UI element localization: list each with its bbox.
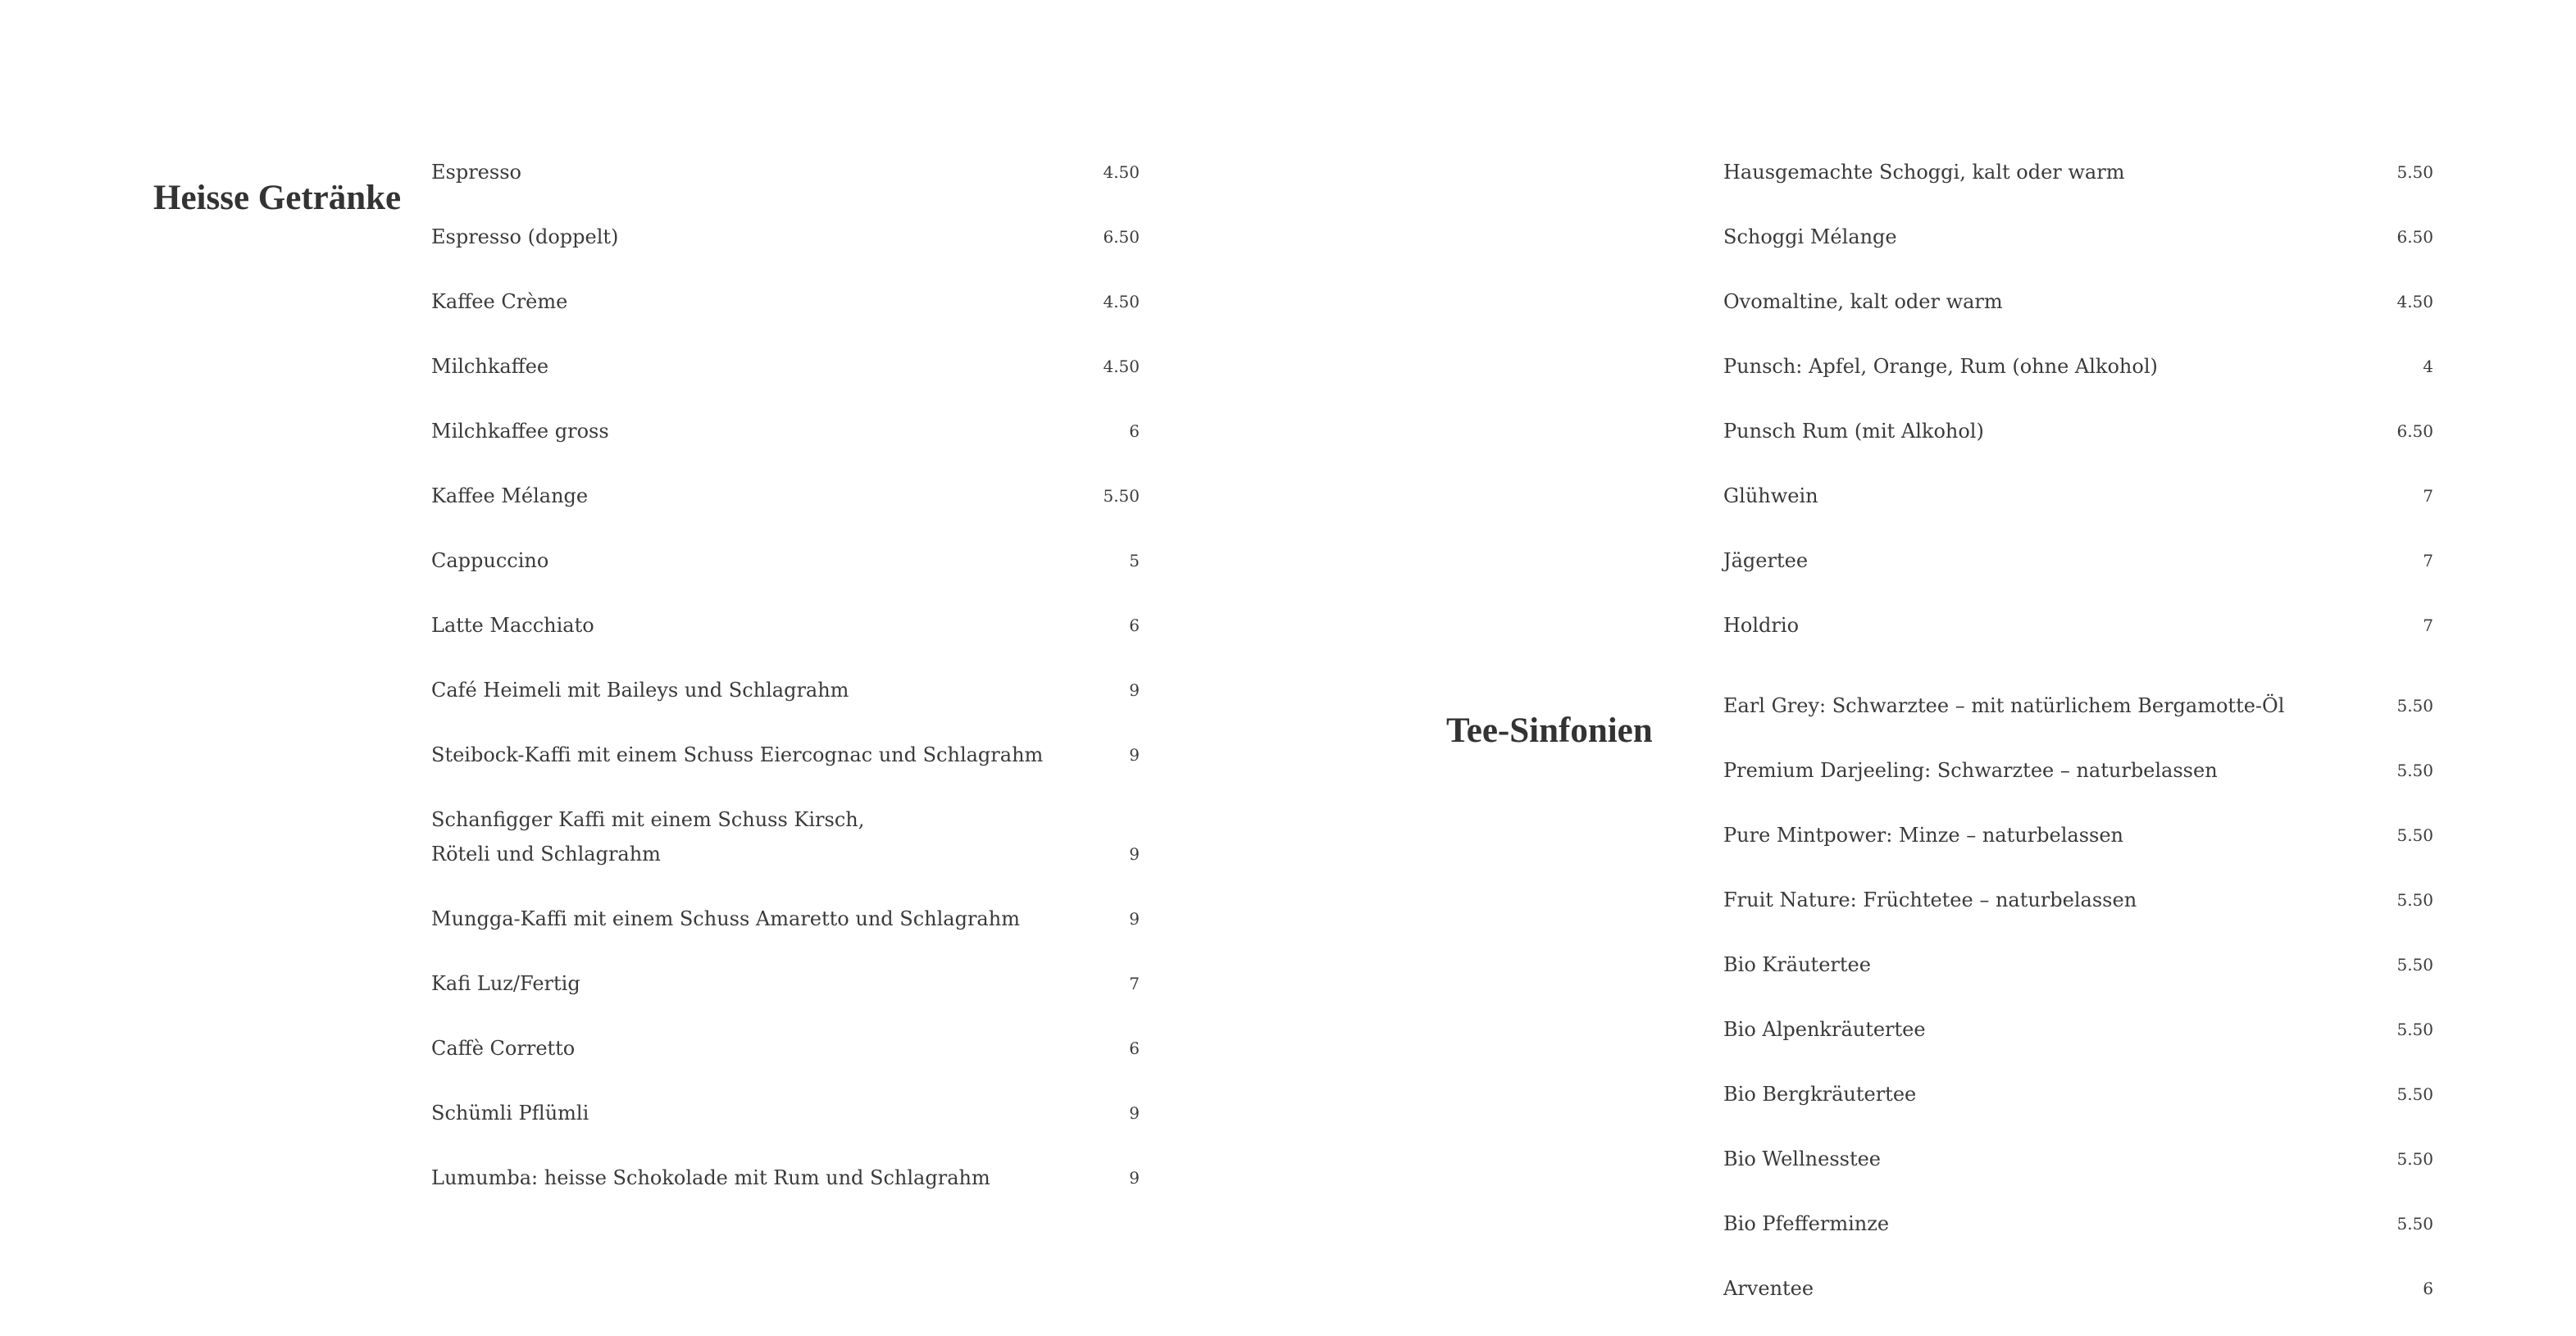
menu-item [1723, 1142, 2433, 1176]
item-name: Hausgemachte Schoggi, kalt oder warm [1723, 161, 2125, 184]
item-price: 9 [1129, 909, 1140, 929]
item-name: Schümli Pflümli [431, 1102, 589, 1125]
menu-item [1723, 1271, 2433, 1306]
item-price: 5.50 [2396, 1149, 2433, 1169]
item-name: Fruit Nature: Früchtetee – naturbelassen [1723, 888, 2137, 911]
menu-item [431, 966, 1140, 1001]
item-name: Milchkaffee gross [431, 420, 609, 443]
item-name [431, 802, 864, 871]
menu-item [431, 155, 1140, 189]
item-name-line: Röteli und Schlagrahm [431, 843, 661, 866]
item-name: Glühwein [1723, 484, 1818, 507]
item-price: 7 [1129, 974, 1140, 993]
item-name: Premium Darjeeling: Schwarztee – naturbelassen [1723, 759, 2218, 782]
item-name: Kaffee Crème [431, 290, 568, 313]
item-price: 7 [2423, 486, 2433, 506]
item-price: 6.50 [2396, 421, 2433, 441]
item-name: Schoggi Mélange [1723, 225, 1897, 248]
menu-item [431, 802, 1140, 871]
item-name: Punsch Rum (mit Alkohol) [1723, 420, 1984, 443]
menu-item [1723, 414, 2433, 448]
menu-item [431, 543, 1140, 578]
section-title-tee-sinfonien: Tee-Sinfonien [1446, 711, 1653, 750]
item-name: Bio Kräutertee [1723, 953, 1871, 976]
item-name: Bio Pfefferminze [1723, 1212, 1890, 1235]
item-name: Kaffee Mélange [431, 484, 589, 507]
menu-item [1723, 753, 2433, 788]
menu-item [1723, 220, 2433, 254]
menu-item [1723, 688, 2433, 723]
item-name: Kafi Luz/Fertig [431, 972, 580, 995]
item-name: Bio Wellnesstee [1723, 1147, 1881, 1170]
item-price: 5.50 [2396, 162, 2433, 182]
item-name: Punsch: Apfel, Orange, Rum (ohne Alkohol) [1723, 355, 2158, 378]
menu-item [431, 1031, 1140, 1066]
item-price: 9 [1129, 745, 1140, 765]
item-price: 5.50 [2396, 825, 2433, 845]
item-price: 9 [1129, 1103, 1140, 1123]
menu-item [1723, 947, 2433, 982]
item-price: 5.50 [2396, 955, 2433, 975]
menu-item [431, 1096, 1140, 1130]
item-price: 9 [1129, 680, 1140, 700]
item-name: Pure Mintpower: Minze – naturbelassen [1723, 824, 2124, 847]
item-name: Mungga-Kaffi mit einem Schuss Amaretto und Schlagrahm [431, 907, 1020, 930]
item-name: Holdrio [1723, 614, 1800, 637]
item-name: Ovomaltine, kalt oder warm [1723, 290, 2003, 313]
menu-item [1723, 1077, 2433, 1111]
menu-item [1723, 1206, 2433, 1241]
item-price: 5.50 [2396, 696, 2433, 716]
item-price: 9 [1129, 1168, 1140, 1188]
menu-item [431, 608, 1140, 643]
item-name: Cappuccino [431, 549, 549, 572]
item-price: 5.50 [2396, 761, 2433, 780]
item-name: Earl Grey: Schwarztee – mit natürlichem Bergamotte-Öl [1723, 694, 2285, 717]
item-name: Steibock-Kaffi mit einem Schuss Eiercognac und Schlagrahm [431, 743, 1044, 766]
item-name: Espresso [431, 161, 521, 184]
item-name: Jägertee [1723, 549, 1809, 572]
item-price: 5.50 [2396, 1214, 2433, 1234]
menu-item [1723, 818, 2433, 852]
item-price: 6.50 [2396, 227, 2433, 247]
item-price: 6 [1129, 421, 1140, 441]
menu-item [431, 414, 1140, 448]
item-name: Café Heimeli mit Baileys und Schlagrahm [431, 679, 849, 702]
item-price: 7 [2423, 551, 2433, 570]
item-name: Milchkaffee [431, 355, 549, 378]
menu-item [431, 284, 1140, 319]
item-name: Lumumba: heisse Schokolade mit Rum und Schlagrahm [431, 1166, 990, 1189]
item-price: 4.50 [1103, 357, 1140, 376]
item-price: 4.50 [1103, 162, 1140, 182]
item-price: 5.50 [2396, 1084, 2433, 1104]
item-price: 6 [1129, 1038, 1140, 1058]
item-price: 4.50 [2396, 292, 2433, 311]
item-name: Bio Bergkräutertee [1723, 1083, 1917, 1106]
menu-item [431, 349, 1140, 384]
menu-item [431, 1161, 1140, 1195]
menu-item [431, 673, 1140, 707]
menu-list-heisse-getraenke-continued [1723, 155, 2433, 673]
menu-item [431, 479, 1140, 513]
item-price: 7 [2423, 616, 2433, 635]
menu-item [1723, 883, 2433, 917]
menu-list-heisse-getraenke [431, 155, 1140, 1225]
menu-item [431, 738, 1140, 772]
menu-item [1723, 608, 2433, 643]
item-name-line: Schanfigger Kaffi mit einem Schuss Kirsch, [431, 808, 865, 831]
menu-item [1723, 155, 2433, 189]
menu-item [1723, 349, 2433, 384]
item-name: Latte Macchiato [431, 614, 594, 637]
item-price: 5.50 [1103, 486, 1140, 506]
item-price: 5.50 [2396, 890, 2433, 910]
item-price: 6.50 [1103, 227, 1140, 247]
section-title-heisse-getraenke: Heisse Getränke [153, 178, 402, 217]
menu-item [1723, 543, 2433, 578]
menu-item [431, 220, 1140, 254]
item-name: Caffè Corretto [431, 1037, 576, 1060]
menu-item [431, 902, 1140, 936]
item-price: 6 [1129, 616, 1140, 635]
item-price: 5.50 [2396, 1020, 2433, 1039]
item-name: Arventee [1723, 1277, 1814, 1300]
menu-item [1723, 284, 2433, 319]
item-price: 5 [1129, 551, 1140, 570]
item-price: 9 [1129, 844, 1140, 864]
item-name: Espresso (doppelt) [431, 225, 619, 248]
item-name: Bio Alpenkräutertee [1723, 1018, 1926, 1041]
item-price: 6 [2423, 1279, 2433, 1298]
menu-item [1723, 1012, 2433, 1047]
menu-item [1723, 479, 2433, 513]
item-price: 4.50 [1103, 292, 1140, 311]
item-price: 4 [2423, 357, 2433, 376]
menu-list-tee-sinfonien [1723, 688, 2433, 1336]
